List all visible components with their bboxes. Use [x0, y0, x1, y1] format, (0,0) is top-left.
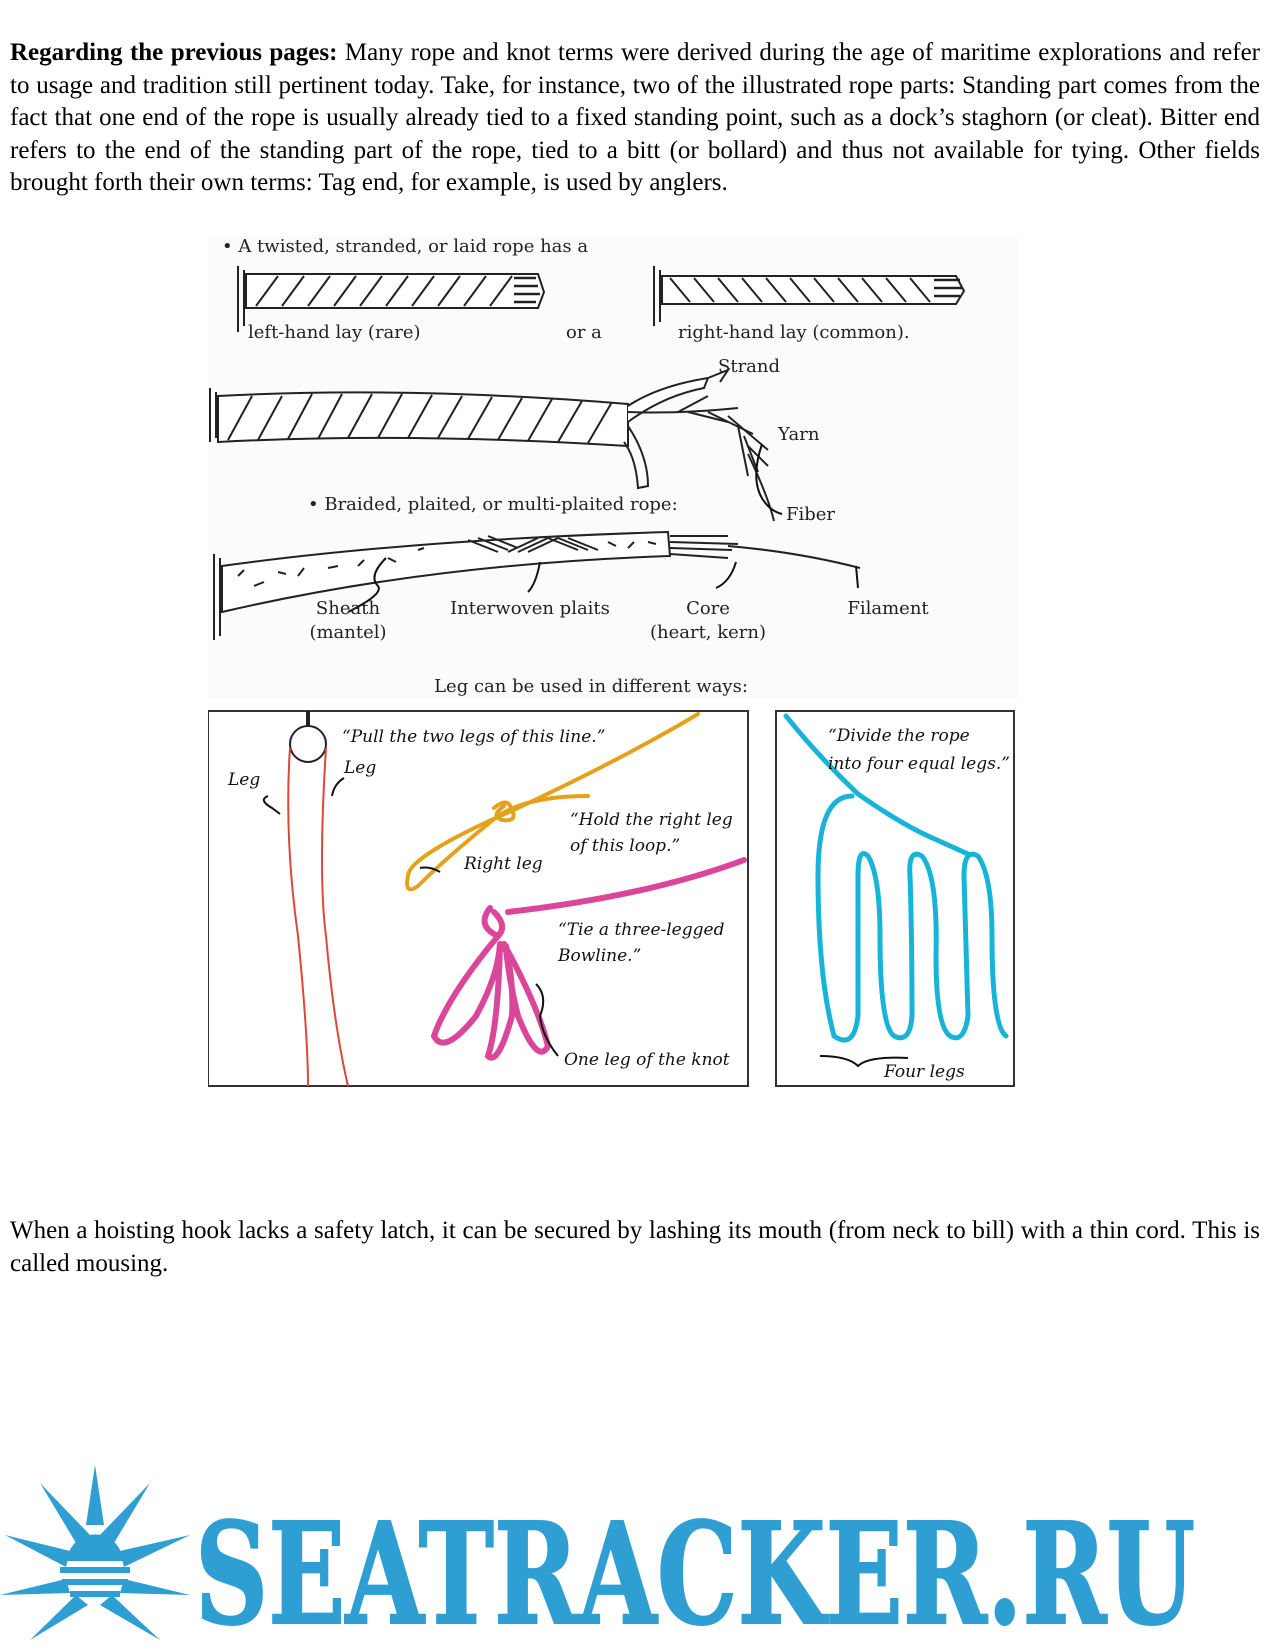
seatracker-logo: [0, 1455, 1275, 1650]
leg-label-b: Leg: [344, 758, 377, 778]
right-leg-label: Right leg: [464, 854, 543, 874]
core-label: Core: [686, 598, 730, 619]
twisted-heading: • A twisted, stranded, or laid rope has a: [222, 236, 589, 257]
quote-tie-1: “Tie a three-legged: [558, 920, 725, 940]
left-lay-label: left-hand lay (rare): [248, 322, 421, 343]
leg-label-a: Leg: [228, 770, 261, 790]
right-lay-label: right-hand lay (common).: [678, 322, 910, 343]
quote-pull: “Pull the two legs of this line.”: [342, 727, 606, 747]
braided-heading: • Braided, plaited, or multi-plaited rope:: [308, 494, 678, 515]
one-leg-label: One leg of the knot: [564, 1050, 730, 1070]
filament-label: Filament: [847, 598, 929, 619]
four-legs-label: Four legs: [884, 1062, 965, 1082]
or-label: or a: [566, 322, 602, 343]
leg-heading: Leg can be used in different ways:: [434, 676, 748, 697]
quote-tie-2: Bowline.”: [558, 946, 642, 966]
quote-hold-1: “Hold the right leg: [570, 810, 733, 830]
quote-hold-2: of this loop.”: [570, 836, 681, 856]
yarn-label: Yarn: [778, 424, 820, 445]
core-alt-label: (heart, kern): [649, 622, 767, 643]
intro-lead: Regarding the previous pages:: [10, 39, 338, 66]
sheath-label: Sheath: [315, 598, 381, 619]
fiber-label: Fiber: [786, 504, 836, 525]
strand-label: Strand: [718, 356, 781, 377]
sheath-alt-label: (mantel): [309, 622, 387, 643]
rope-figure: [208, 236, 1074, 1140]
plaits-label: Interwoven plaits: [450, 598, 610, 619]
intro-text: Many rope and knot terms were derived during the age of maritime explorations and refer to usage and tradition still pertinent today. Take, for instance, two of the illustrated rope parts: Standing part comes from the fact that one end of the rope is usually already tied to a fixed standing point, such as a dock’s staghorn (or cleat). Bitter end refers to the end of the standing part of the rope, tied to a bitt (or bollard) and thus not available for tying. Other fields brought forth their own terms: Tag end, for example, is used by anglers.: [10, 39, 1260, 197]
intro-paragraph: [10, 37, 1260, 200]
right-quote-2: into four equal legs.”: [828, 754, 1010, 774]
sun-logo-icon: [0, 1465, 190, 1640]
watermark-text: SEATRACKER.RU: [195, 1493, 1195, 1650]
closing-paragraph: When a hoisting hook lacks a safety latch, it can be secured by lashing its mouth (from neck to bill) with a thin cord. This is called mousing.: [10, 1217, 1260, 1277]
right-quote-1: “Divide the rope: [828, 726, 970, 746]
